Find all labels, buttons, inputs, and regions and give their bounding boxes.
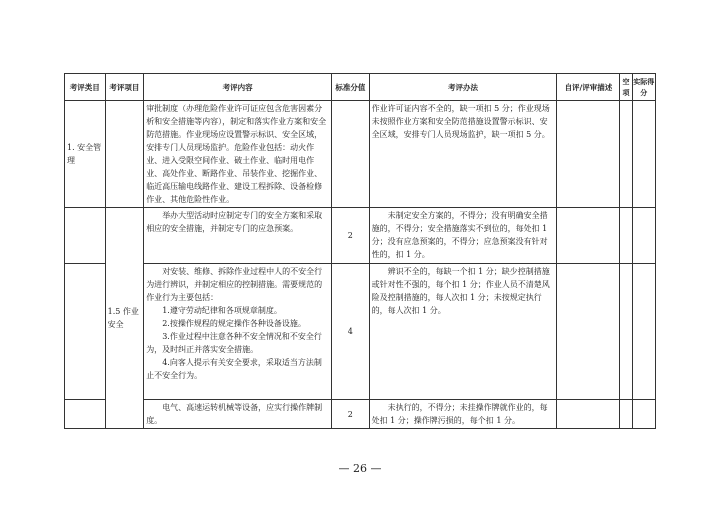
header-row [65,74,656,101]
table-row [65,208,656,264]
table-row [65,400,656,429]
category-cell-blank [65,264,106,400]
header-score: 标准分值 [332,74,370,101]
category-cell-blank [65,400,106,429]
header-item: 考评项目 [105,74,144,101]
self-review-cell [557,101,620,208]
category-cell: 1. 安全管理 [65,101,106,208]
header-actual: 实际得分 [632,74,655,101]
actual-score-cell [632,264,655,400]
score-cell [332,101,370,208]
content-list-item: 3.作业过程中注意各种不安全情况和不安全行为，及时纠正并落实安全措施。 [146,332,322,354]
method-cell: 未执行的，不得分；未挂操作牌就作业的，每处扣 1 分；操作牌污损的，每个扣 1 分。 [369,400,557,429]
item-cell: 1.5 作业安全 [105,208,144,429]
empty-cell [620,264,632,400]
content-list-item: 2.按操作规程的规定操作各种设备设施。 [162,319,306,328]
item-cell-blank [105,101,144,208]
method-cell: 辨识不全的，每缺一个扣 1 分；缺少控制措施或针对性不强的，每个扣 1 分；作业人员不清楚风险及控制措施的，每人次扣 1 分；未按规定执行的，每人次扣 1 分。 [369,264,557,400]
category-cell-blank [65,208,106,264]
score-table-page [64,73,656,429]
header-self-review: 自评/评审描述 [557,74,620,101]
content-list-item: 4.向客人提示有关安全要求，采取适当方法制止不安全行为。 [146,358,322,380]
table-row [65,101,656,208]
content-cell: 电气、高速运转机械等设备，应实行操作牌制度。 [144,400,332,429]
score-cell: 4 [332,264,370,400]
header-content: 考评内容 [144,74,332,101]
empty-cell [620,208,632,264]
evaluation-table [64,73,656,429]
content-cell: 审批制度（办理危险作业许可证应包含危害因素分析和安全措施等内容），制定和落实作业方案和安全防范措施。作业现场应设置警示标识、安全区域，安排专门人员现场监护。危险作业包括：动火作业、进入受限空间作业、破土作业、临时用电作业、高处作业、断路作业、吊装作业、挖掘作业、临近高压输电线路作业、建设工程拆除、设备检修作业、其他危险性作业。 [144,101,332,208]
self-review-cell [557,400,620,429]
method-cell: 作业许可证内容不全的，缺一项扣 5 分；作业现场未按照作业方案和安全防范措施设置警示标识、安全区域，安排专门人员现场监护，缺一项扣 5 分。 [369,101,557,208]
header-empty: 空项 [620,74,632,101]
table-row [65,264,656,400]
actual-score-cell [632,208,655,264]
content-cell: 举办大型活动时应制定专门的安全方案和采取相应的安全措施，并制定专门的应急预案。 [144,208,332,264]
content-list-item: 1.遵守劳动纪律和各项规章制度。 [162,306,282,315]
page-number: — 26 — [338,462,382,475]
score-cell: 2 [332,208,370,264]
method-cell: 未制定安全方案的，不得分；没有明确安全措施的，不得分；安全措施落实不到位的，每处扣 1 分；没有应急预案的，不得分；应急预案没有针对性的，扣 1 分。 [369,208,557,264]
header-category: 考评类目 [65,74,106,101]
empty-cell [620,101,632,208]
content-intro: 对安装、维修、拆除作业过程中人的不安全行为进行辨识，并制定相应的控制措施。需要规范的作业行为主要包括： [146,267,323,302]
self-review-cell [557,264,620,400]
actual-score-cell [632,400,655,429]
score-cell: 2 [332,400,370,429]
self-review-cell [557,208,620,264]
header-method: 考评办法 [369,74,557,101]
content-cell [144,264,332,400]
actual-score-cell [632,101,655,208]
empty-cell [620,400,632,429]
